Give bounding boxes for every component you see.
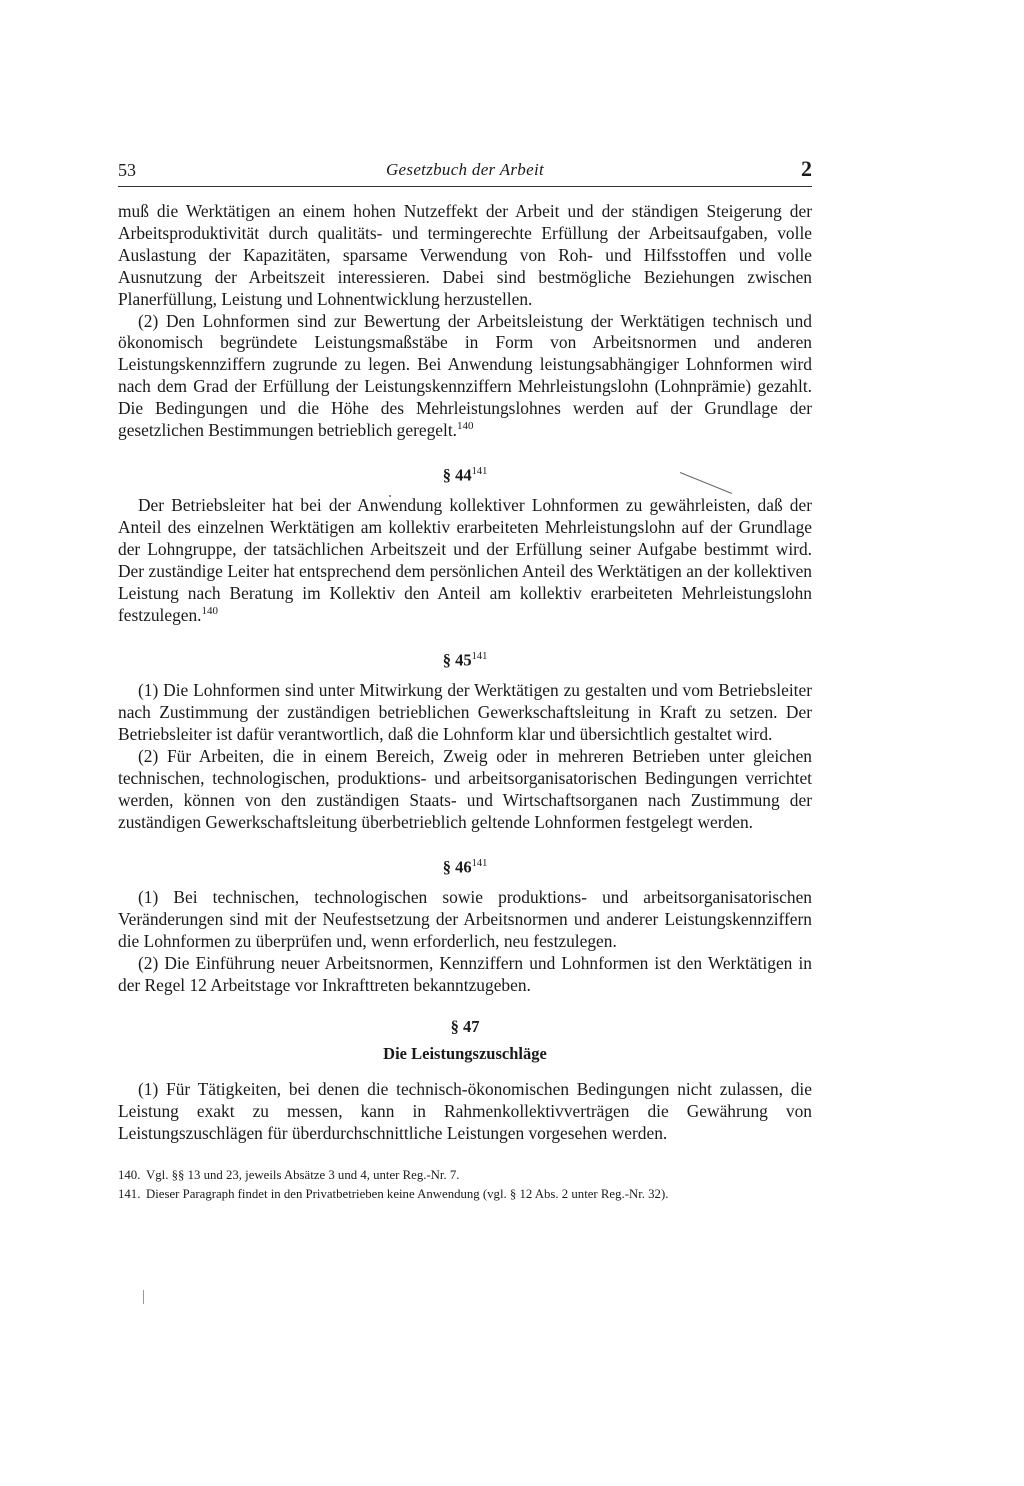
section-footnote-ref: 141 — [471, 857, 488, 869]
page-number: 53 — [118, 160, 136, 180]
footnote-141 — [118, 1185, 812, 1204]
section-footnote-ref: 141 — [471, 465, 488, 477]
body-text — [118, 201, 812, 1144]
section-number: § 44 — [442, 465, 472, 485]
section-47-paragraph-1: (1) Für Tätigkeiten, bei denen die technisch-ökonomischen Bedingungen nicht zulassen, die Leistung exakt zu messen, kann in Rahmenkollektivverträgen die Gewährung von Leistungszuschlägen für überdurchschnittliche Leistungen vorgesehen werden. — [118, 1078, 812, 1143]
document-page — [118, 158, 812, 1204]
footnote-text: Vgl. §§ 13 und 23, jeweils Absätze 3 und 4, unter Reg.-Nr. 7. — [146, 1168, 460, 1183]
section-number: § 47 — [450, 1016, 480, 1036]
intro-paragraph-2-text: (2) Den Lohnformen sind zur Bewertung der Arbeitsleistung der Werktätigen technisch und ökonomisch begründete Leistungsmaßstäbe in Form von Arbeitsnormen und anderen Leistungskennziffern zugrunde zu legen. Bei Anwendung leistungsabhängiger Lohnformen wird nach dem Grad der Erfüllung der Leistungskennziffern Mehrleistungslohn (Lohnprämie) gezahlt. Die Bedingungen und die Höhe des Mehrleistungslohnes werden auf der Grundlage der gesetzlichen Bestimmungen betrieblich geregelt. — [118, 310, 812, 441]
running-header — [118, 158, 812, 187]
section-heading-47 — [118, 1017, 812, 1037]
intro-paragraph: muß die Werktätigen an einem hohen Nutzeffekt der Arbeit und der ständigen Steigerung der Arbeitsproduktivität durch qualitäts- und termingerechte Erfüllung der Arbeitsaufgaben, volle Auslastung der Kapazitäten, sparsame Verwendung von Roh- und Hilfsstoffen und volle Ausnutzung der Arbeitszeit interessieren. Dabei sind bestmögliche Beziehungen zwischen Planerfüllung, Leistung und Lohnentwicklung herzustellen. — [118, 201, 812, 309]
section-heading-45 — [118, 647, 812, 671]
footnote-number: 141. — [118, 1187, 141, 1202]
section-44-paragraph — [118, 495, 812, 626]
section-footnote-ref: 141 — [471, 650, 488, 662]
footnote-140 — [118, 1166, 812, 1185]
section-44-text: Der Betriebsleiter hat bei der Anwendung kollektiver Lohnformen zu gewährleisten, daß der Anteil des einzelnen Werktätigen am kollektiv erarbeiteten Mehrleistungslohn auf der Grundlage der Lohngruppe, der tatsächlichen Arbeitszeit und der Erfüllung seiner Aufgabe bestimmt wird. Der zuständige Leiter hat entsprechend dem persönlichen Anteil des Werktätigen an der kollektiven Leistung nach Beratung im Kollektiv den Anteil am kollektiv erarbeiteten Mehrleistungslohn festzulegen. — [118, 495, 812, 625]
section-heading-44 — [118, 462, 812, 486]
section-45-paragraph-1: (1) Die Lohnformen sind unter Mitwirkung der Werktätigen zu gestalten und vom Betriebsleiter nach Zustimmung der zuständigen betrieblichen Gewerkschaftsleitung in Kraft zu setzen. Der Betriebsleiter ist dafür verantwortlich, daß die Lohnform klar und übersichtlich gestaltet wird. — [118, 680, 812, 745]
section-45-paragraph-2: (2) Für Arbeiten, die in einem Bereich, Zweig oder in mehreren Betrieben unter gleichen technischen, technologischen, produktions- und arbeitsorganisatorischen Bedingungen verrichtet werden, können von den zuständigen Staats- und Wirtschaftsorganen nach Zustimmung der zuständigen Gewerkschaftsleitung überbetrieblich geltende Lohnformen festgelegt werden. — [118, 746, 812, 832]
section-title-47: Die Leistungszuschläge — [383, 1043, 547, 1063]
footnote-number: 140. — [118, 1168, 141, 1183]
footnote-ref: 140 — [201, 605, 219, 618]
footnotes — [118, 1166, 812, 1204]
running-title: Gesetzbuch der Arbeit — [385, 160, 544, 179]
footnote-text: Dieser Paragraph findet in den Privatbetrieben keine Anwendung (vgl. § 12 Abs. 2 unter Reg.-Nr. 32). — [146, 1187, 669, 1202]
section-number: § 45 — [442, 650, 472, 670]
section-46-paragraph-1: (1) Bei technischen, technologischen sowie produktions- und arbeitsorganisatorischen Veränderungen sind mit der Neufestsetzung der Arbeitsnormen und anderer Leistungskennziffern die Lohnformen zu überprüfen und, wenn erforderlich, neu festzulegen. — [118, 887, 812, 952]
footnote-ref: 140 — [457, 420, 474, 433]
section-46-paragraph-2: (2) Die Einführung neuer Arbeitsnormen, Kennziffern und Lohnformen ist den Werktätigen in der Regel 12 Arbeitstage vor Inkrafttreten bekanntzugeben. — [118, 952, 812, 995]
intro-paragraph-2 — [118, 311, 812, 442]
section-heading-46 — [118, 854, 812, 878]
scan-mark-tick — [143, 1290, 144, 1304]
section-number: § 46 — [442, 857, 472, 877]
chapter-number: 2 — [801, 156, 812, 181]
